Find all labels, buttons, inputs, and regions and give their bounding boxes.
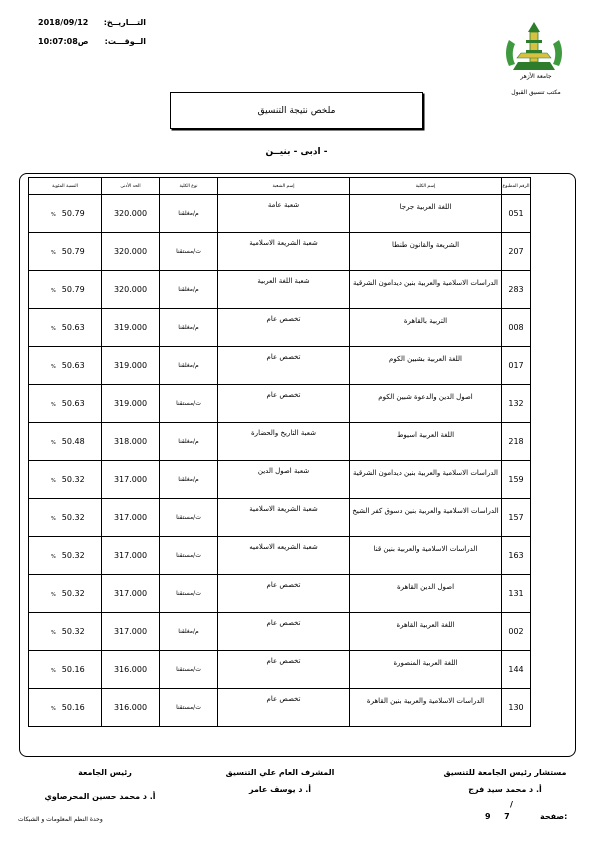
university-logo-icon [503,18,565,73]
cell-dept: شعبة الشريعه الاسلاميه [218,537,350,575]
cell-code: 051 [502,195,531,233]
cell-min-score: 320.000 [102,195,160,233]
cell-code: 130 [502,689,531,727]
date-value: 2018/09/12 [38,18,89,27]
table-row [29,233,531,271]
cell-type: ت/مستقنا [160,575,218,613]
cell-min-score: 317.000 [102,499,160,537]
cell-dept: تخصص عام [218,689,350,727]
table-row [29,195,531,233]
table-row [29,347,531,385]
cell-college: الدراسات الاسلامية والعربية بنين ديدامون الشرقية [350,461,502,499]
cell-college: الدراسات الاسلامية والعربية بنين ديدامون الشرقية [350,271,502,309]
header-college: إسم الكلية [350,178,502,195]
percentage-value: 50.16 [61,703,85,712]
cell-min-score: 317.000 [102,575,160,613]
time-label: الــوقـــت: [104,37,146,46]
cell-percentage [29,537,102,575]
cell-dept: شعبة التاريخ والحضارة [218,423,350,461]
cell-dept: تخصص عام [218,385,350,423]
table-body [29,195,531,727]
signature-president-title: رئيس الجامعة [78,768,132,777]
date-label: التـــاريــخ: [103,18,146,27]
table-row [29,537,531,575]
office-name: مكتب تنسيق القبول [511,89,561,96]
cell-type: ت/مستقنا [160,499,218,537]
report-title-text: ملخص نتيجة التنسيق [257,105,336,116]
cell-percentage [29,309,102,347]
cell-percentage [29,575,102,613]
signature-advisor-title: مستشار رئيس الجامعة للتنسيق [443,768,567,777]
cell-code: 159 [502,461,531,499]
cell-college: اللغة العربية القاهرة [350,613,502,651]
header-type: نوع الكلية [160,178,218,195]
cell-college: الدراسات الاسلامية والعربية بنين القاهرة [350,689,502,727]
results-table [28,177,531,727]
cell-percentage [29,233,102,271]
page-separator: / [510,800,513,809]
percent-sign: % [51,440,56,446]
table-row [29,613,531,651]
table-row [29,385,531,423]
university-name: جامعة الأزهر [520,73,552,80]
cell-type: ت/مستقنا [160,385,218,423]
percentage-value: 50.48 [61,437,85,446]
percentage-value: 50.63 [61,361,85,370]
table-row [29,309,531,347]
cell-type: م/مغلقنا [160,271,218,309]
cell-code: 157 [502,499,531,537]
cell-code: 283 [502,271,531,309]
cell-dept: تخصص عام [218,613,350,651]
percentage-value: 50.32 [61,551,85,560]
cell-code: 163 [502,537,531,575]
cell-college: اللغة العربية بشبين الكوم [350,347,502,385]
report-subtitle: - ادبى - بنيــن [265,147,328,157]
date-line [38,18,148,28]
signature-advisor-name: أ. د محمد سيد فرج [468,785,542,794]
header-percentage: النسبة المئوية [29,178,102,195]
cell-percentage [29,423,102,461]
table-row [29,575,531,613]
cell-code: 008 [502,309,531,347]
table-row [29,461,531,499]
table-header-row [29,178,531,195]
header-code: الرقم المطبوع [502,178,531,195]
percent-sign: % [51,250,56,256]
cell-dept: تخصص عام [218,347,350,385]
signature-president-name: أ. د محمد حسين المحرصاوي [44,792,156,801]
cell-type: م/مغلقنا [160,347,218,385]
cell-min-score: 316.000 [102,651,160,689]
cell-percentage [29,651,102,689]
cell-college: التربية بالقاهرة [350,309,502,347]
percentage-value: 50.16 [61,665,85,674]
cell-dept: شعبة اصول الدين [218,461,350,499]
cell-min-score: 317.000 [102,613,160,651]
cell-min-score: 317.000 [102,537,160,575]
cell-percentage [29,385,102,423]
percentage-value: 50.32 [61,627,85,636]
cell-code: 144 [502,651,531,689]
cell-type: م/مغلقنا [160,195,218,233]
cell-code: 002 [502,613,531,651]
percent-sign: % [51,516,56,522]
header-dept: إسم الشعبة [218,178,350,195]
cell-min-score: 320.000 [102,233,160,271]
percent-sign: % [51,288,56,294]
percent-sign: % [51,212,56,218]
cell-min-score: 319.000 [102,347,160,385]
percent-sign: % [51,630,56,636]
cell-type: ت/مستقنا [160,233,218,271]
percent-sign: % [51,706,56,712]
cell-college: اللغة العربية المنصورة [350,651,502,689]
page-label: صفحة: [540,812,568,821]
cell-percentage [29,461,102,499]
cell-percentage [29,499,102,537]
percent-sign: % [51,478,56,484]
cell-code: 218 [502,423,531,461]
cell-dept: تخصص عام [218,309,350,347]
table-row [29,271,531,309]
cell-dept: شعبة الشريعة الاسلامية [218,233,350,271]
cell-college: اصول الدين والدعوة شبين الكوم [350,385,502,423]
percent-sign: % [51,364,56,370]
time-value: ص10:07:08 [38,37,89,46]
cell-min-score: 319.000 [102,309,160,347]
table-row [29,423,531,461]
percent-sign: % [51,668,56,674]
percentage-value: 50.63 [61,323,85,332]
percentage-value: 50.63 [61,399,85,408]
cell-min-score: 320.000 [102,271,160,309]
cell-min-score: 318.000 [102,423,160,461]
cell-college: اصول الدين القاهرة [350,575,502,613]
unit-name: وحدة النظم المعلومات و الشبكات [18,816,103,823]
percentage-value: 50.79 [61,209,85,218]
page-total: 9 [485,812,491,821]
cell-dept: شعبة الشريعة الاسلامية [218,499,350,537]
cell-min-score: 319.000 [102,385,160,423]
cell-dept: تخصص عام [218,575,350,613]
page-number [485,812,525,821]
report-title [170,92,423,129]
cell-college: اللغة العربية اسيوط [350,423,502,461]
cell-type: ت/مستقنا [160,537,218,575]
cell-percentage [29,689,102,727]
cell-type: م/مغلقنا [160,613,218,651]
percentage-value: 50.32 [61,513,85,522]
cell-college: الشريعة والقانون طنطا [350,233,502,271]
page-current: 7 [504,812,510,821]
cell-type: م/مغلقنا [160,423,218,461]
cell-type: م/مغلقنا [160,309,218,347]
cell-code: 131 [502,575,531,613]
table-row [29,689,531,727]
cell-dept: تخصص عام [218,651,350,689]
percent-sign: % [51,554,56,560]
percent-sign: % [51,326,56,332]
signature-supervisor-title: المشرف العام علي التنسيق [225,768,335,777]
time-line [38,37,148,47]
cell-type: ت/مستقنا [160,651,218,689]
cell-type: ت/مستقنا [160,689,218,727]
percent-sign: % [51,592,56,598]
percentage-value: 50.32 [61,475,85,484]
cell-college: الدراسات الاسلامية والعربية بنين دسوق كفر الشيخ [350,499,502,537]
cell-percentage [29,195,102,233]
percentage-value: 50.79 [61,247,85,256]
percentage-value: 50.79 [61,285,85,294]
percentage-value: 50.32 [61,589,85,598]
header-min-score: الحد الأدنى [102,178,160,195]
cell-percentage [29,613,102,651]
table-row [29,499,531,537]
cell-dept: شعبة اللغة العربية [218,271,350,309]
cell-code: 017 [502,347,531,385]
cell-type: م/مغلقنا [160,461,218,499]
percent-sign: % [51,402,56,408]
cell-college: الدراسات الاسلامية والعربية بنين قنا [350,537,502,575]
cell-dept: شعبة عامة [218,195,350,233]
signature-supervisor-name: أ. د يوسف عامر [248,785,312,794]
cell-min-score: 317.000 [102,461,160,499]
table-row [29,651,531,689]
cell-code: 207 [502,233,531,271]
cell-min-score: 316.000 [102,689,160,727]
cell-college: اللغة العربية جرجا [350,195,502,233]
cell-percentage [29,347,102,385]
cell-percentage [29,271,102,309]
cell-code: 132 [502,385,531,423]
